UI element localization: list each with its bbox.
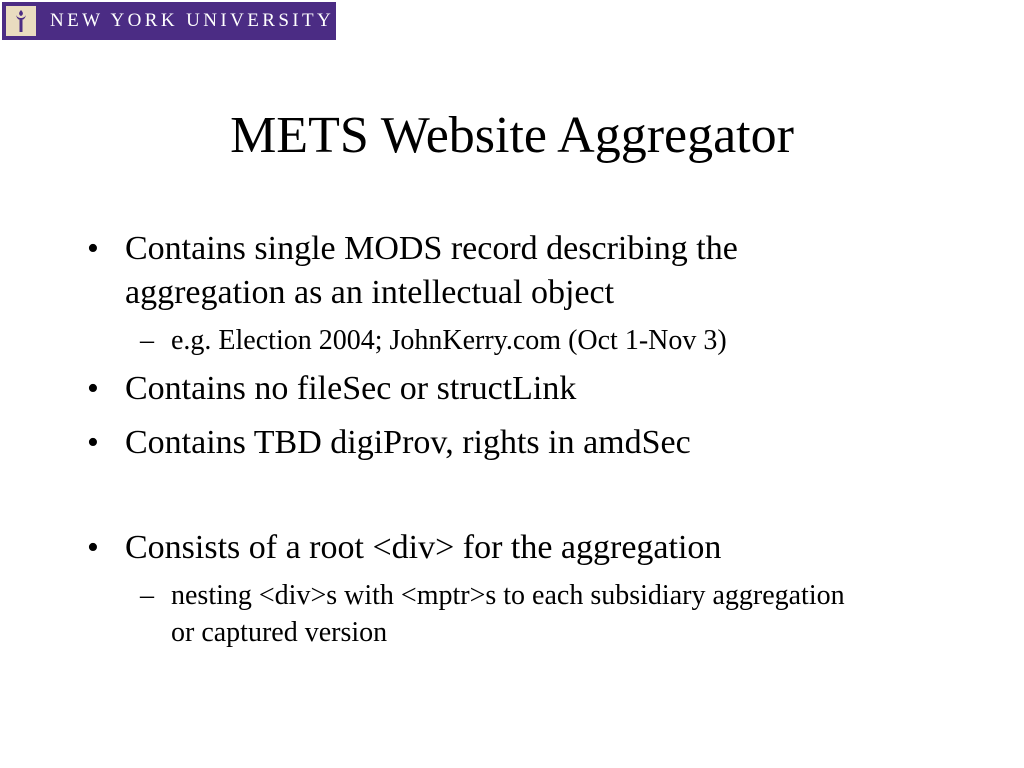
sub-bullet-marker: – <box>140 325 154 356</box>
bullet-marker: • <box>87 424 99 461</box>
sub-bullet-text: e.g. Election 2004; JohnKerry.com (Oct 1-Nov 3) <box>171 325 727 356</box>
bullet-marker: • <box>87 230 99 267</box>
bullet-item <box>87 367 885 411</box>
logo-text: NEW YORK UNIVERSITY <box>50 10 335 31</box>
bullet-marker: • <box>87 529 99 566</box>
sub-bullet-item <box>140 322 871 359</box>
slide-title: METS Website Aggregator <box>230 107 794 164</box>
sub-bullet-text: nesting <div>s with <mptr>s to each subsidiary aggregation or captured version <box>171 580 845 648</box>
sub-bullet-item <box>140 577 871 651</box>
sub-bullet-marker: – <box>140 580 154 611</box>
bullet-marker: • <box>87 370 99 407</box>
bullet-item <box>87 227 885 315</box>
bullet-text: Contains TBD digiProv, rights in amdSec <box>125 424 691 461</box>
bullet-text: Consists of a root <div> for the aggregation <box>125 529 722 566</box>
bullet-text: Contains single MODS record describing the aggregation as an intellectual object <box>125 230 738 311</box>
bullet-text: Contains no fileSec or structLink <box>125 370 577 407</box>
bullet-item <box>87 526 885 570</box>
bullet-item <box>87 421 885 465</box>
